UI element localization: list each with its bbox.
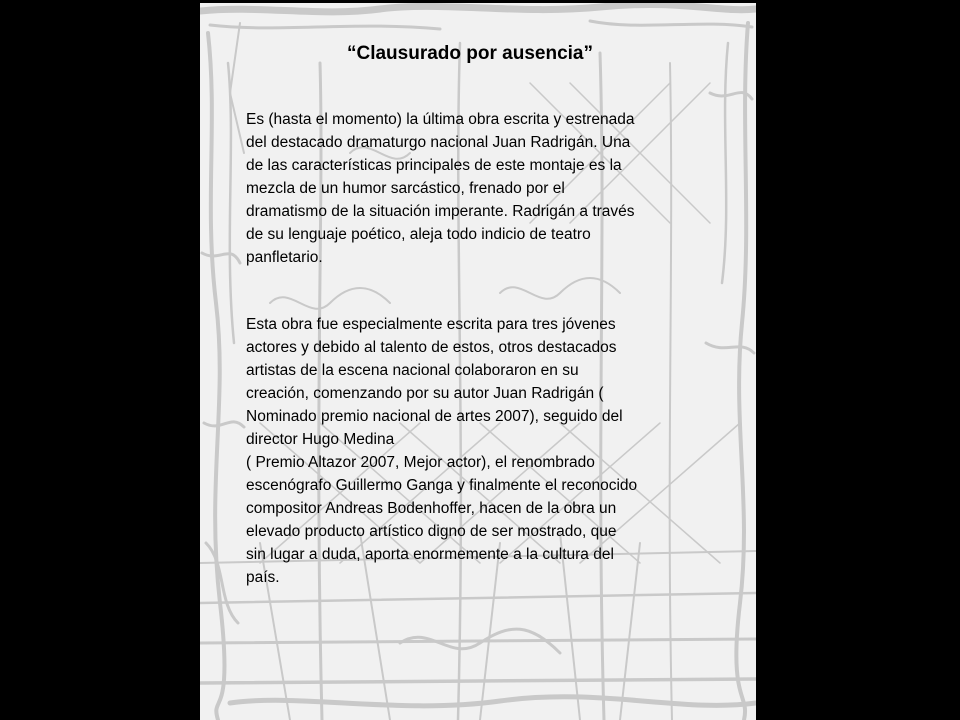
text-panel: [200, 3, 756, 720]
credits-paragraph: Esta obra fue especialmente escrita para tres jóvenes actores y debido al talento de estos, otros destacados artistas de la escena nacional colaboraron en su creación, comenzando por su autor Juan Radrigán ( Nominado premio nacional de artes 2007), seguido del director Hugo Medina ( Premio Altazor 2007, Mejor actor), el renombrado escenógrafo Guillermo Ganga y finalmente el reconocido compositor Andreas Bodenhoffer, hacen de la obra un elevado producto artístico digno de ser mostrado, que sin lugar a duda, aporta enormemente a la cultura del país.: [246, 316, 638, 586]
page-title: “Clausurado por ausencia”: [346, 43, 593, 64]
intro-paragraph: Es (hasta el momento) la última obra escrita y estrenada del destacado dramaturgo nacional Juan Radrigán. Una de las características principales de este montaje es la mezcla de un humor sarcástico, frenado por el dramatismo de la situación imperante. Radrigán a través de su lenguaje poético, aleja todo indicio de teatro panfletario.: [246, 111, 635, 266]
